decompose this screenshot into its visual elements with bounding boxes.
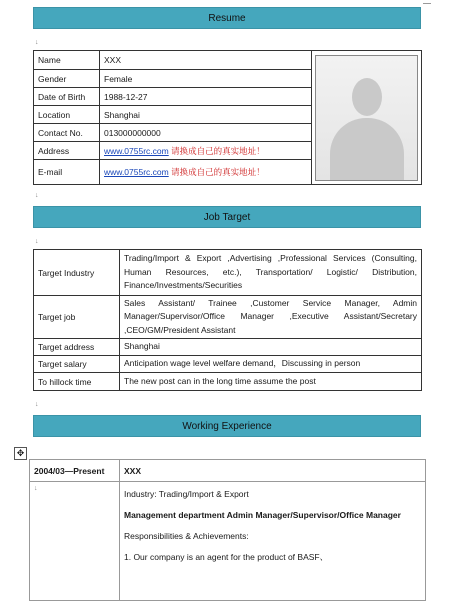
personal-info-table — [33, 50, 422, 185]
job-label: Target salary — [34, 356, 120, 373]
section-header-resume — [33, 7, 421, 29]
job-target-table — [33, 249, 422, 391]
info-label: Contact No. — [34, 124, 100, 142]
avatar-head-icon — [352, 78, 382, 116]
experience-table — [29, 459, 426, 601]
info-value[interactable]: Female — [100, 70, 312, 88]
job-label: Target Industry — [34, 250, 120, 296]
job-row — [34, 373, 422, 391]
job-row — [34, 356, 422, 373]
job-label: Target address — [34, 339, 120, 356]
job-row — [34, 250, 422, 296]
avatar-body-icon — [330, 118, 404, 181]
info-label: Gender — [34, 70, 100, 88]
experience-details[interactable] — [120, 482, 426, 601]
info-value[interactable]: 013000000000 — [100, 124, 312, 142]
table-move-handle-icon[interactable]: ✥ — [14, 447, 27, 460]
experience-position: Management department Admin Manager/Supervisor/Office Manager — [124, 510, 401, 520]
experience-industry: Industry: Trading/Import & Export — [124, 489, 249, 499]
page-corner-mark — [423, 3, 431, 4]
info-value[interactable]: 1988-12-27 — [100, 88, 312, 106]
job-row — [34, 296, 422, 339]
paragraph-mark: ↓ — [35, 192, 39, 199]
experience-date[interactable]: 2004/03—Present — [30, 460, 120, 482]
job-value[interactable]: Anticipation wage level welfare demand，Discussing in person — [120, 356, 422, 373]
experience-row — [30, 460, 426, 482]
section-title: Working Experience — [182, 421, 272, 432]
info-value[interactable]: Shanghai — [100, 106, 312, 124]
info-label: Date of Birth — [34, 88, 100, 106]
section-title: Resume — [208, 13, 246, 24]
email-note: 请换成自己的真实地址！ — [171, 167, 265, 177]
info-label: Name — [34, 51, 100, 70]
info-value[interactable]: XXX — [100, 51, 312, 70]
job-value[interactable]: Shanghai — [120, 339, 422, 356]
info-value — [100, 142, 312, 160]
email-link[interactable]: www.0755rc.com — [104, 167, 169, 177]
experience-company[interactable]: XXX — [120, 460, 426, 482]
info-value — [100, 160, 312, 185]
address-link[interactable]: www.0755rc.com — [104, 145, 169, 156]
section-header-working-experience — [33, 415, 421, 437]
info-label: E-mail — [34, 160, 100, 185]
job-label: Target job — [34, 296, 120, 339]
photo-cell — [312, 51, 422, 185]
paragraph-mark: ↓ — [35, 238, 39, 245]
job-row — [34, 339, 422, 356]
experience-item: 1. Our company is an agent for the product of BASF、 — [124, 552, 329, 562]
empty-cell: ↓ — [30, 482, 120, 601]
experience-continuation — [124, 568, 421, 598]
info-label: Address — [34, 142, 100, 160]
experience-details-row — [30, 482, 426, 601]
paragraph-mark: ↓ — [35, 401, 39, 408]
address-note: 请换成自己的真实地址！ — [171, 145, 265, 156]
experience-resp-heading: Responsibilities & Achievements: — [124, 531, 249, 541]
info-label: Location — [34, 106, 100, 124]
paragraph-mark: ↓ — [35, 39, 39, 46]
job-value[interactable]: The new post can in the long time assume the post — [120, 373, 422, 391]
info-row — [34, 51, 422, 70]
job-value[interactable]: Trading/Import & Export ,Advertising ,Professional Services (Consulting, Human Resources, etc.), Transportation/ Logistic/ Distribution, Finance/Investments/Securities — [120, 250, 422, 296]
section-title: Job Target — [203, 212, 251, 223]
section-header-job-target — [33, 206, 421, 228]
job-value[interactable]: Sales Assistant/ Trainee ,Customer Service Manager, Admin Manager/Supervisor/Office Manager ,Executive Assistant/Secretary ,CEO/GM/President Assistant — [120, 296, 422, 339]
job-label: To hillock time — [34, 373, 120, 391]
profile-photo-placeholder[interactable] — [315, 55, 418, 181]
